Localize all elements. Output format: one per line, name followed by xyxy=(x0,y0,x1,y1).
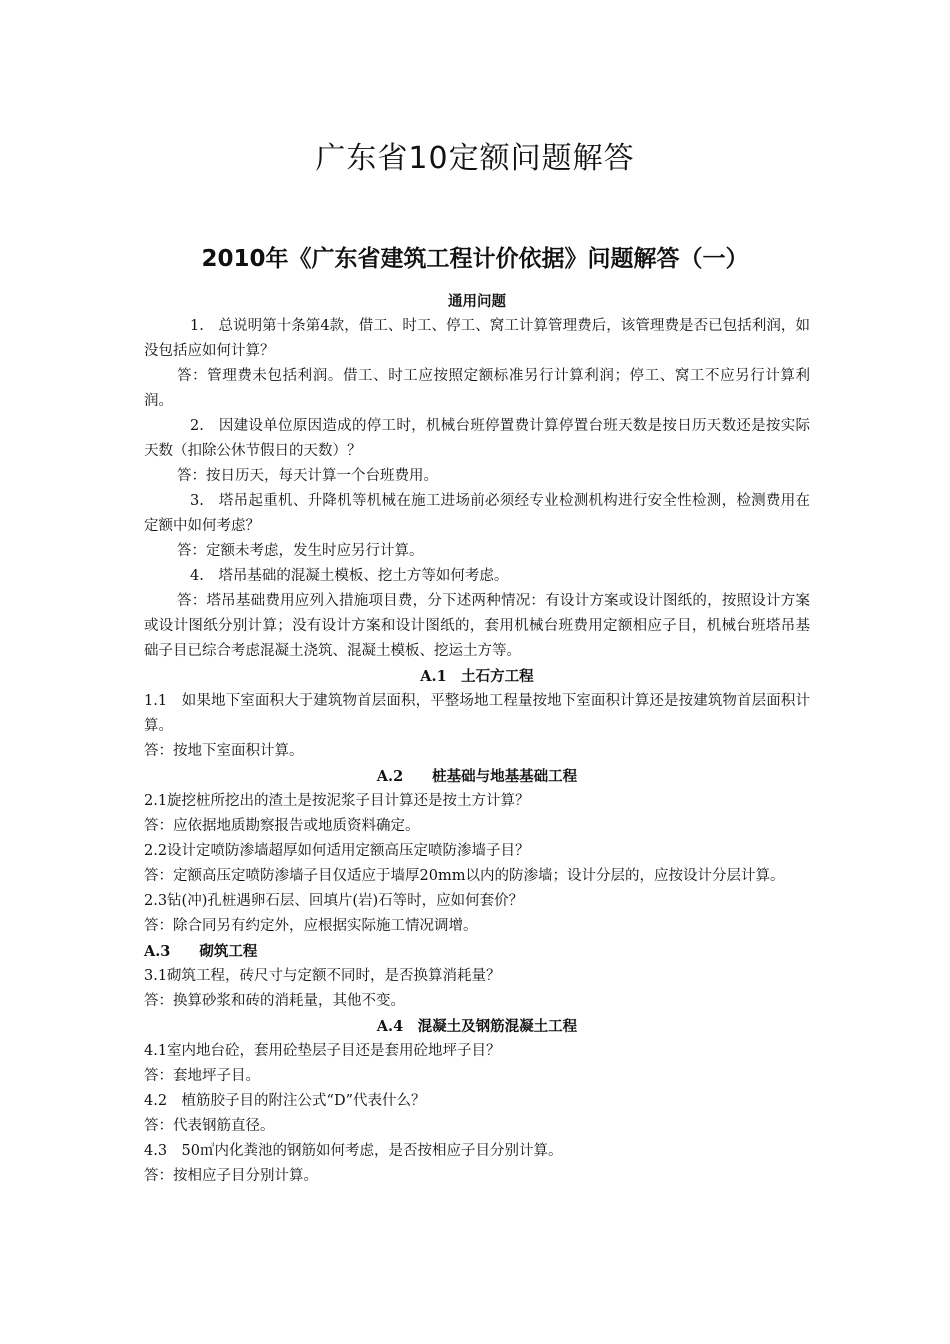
question-a2-3: 2.3钻(冲)孔桩遇卵石层、回填片(岩)石等时，应如何套价？ xyxy=(144,893,524,909)
answer-a4-3: 答：按相应子目分别计算。 xyxy=(144,1168,318,1184)
document-body xyxy=(144,289,810,1189)
answer-a4-1: 答：套地坪子目。 xyxy=(144,1068,260,1084)
answer-general-2: 答：按日历天，每天计算一个台班费用。 xyxy=(177,468,438,484)
section-heading-a2: A.2 桩基础与地基基础工程 xyxy=(376,768,578,785)
answer-general-1: 答：管理费未包括利润。借工、时工应按照定额标准另行计算利润；停工、窝工不应另行计算利润。 xyxy=(144,368,810,409)
question-a4-3: 4.3 50㎥内化粪池的钢筋如何考虑，是否按相应子目分别计算。 xyxy=(144,1143,563,1159)
question-general-2: 2. 因建设单位原因造成的停工时，机械台班停置费计算停置台班天数是按日历天数还是按实际天数（扣除公休节假日的天数）？ xyxy=(144,418,810,459)
section-heading-general: 通用问题 xyxy=(448,293,506,310)
section-heading-a3: A.3 砌筑工程 xyxy=(144,943,258,960)
document-title: 广东省10定额问题解答 xyxy=(315,141,635,176)
section-heading-a4: A.4 混凝土及钢筋混凝土工程 xyxy=(376,1018,578,1035)
answer-a4-2: 答：代表钢筋直径。 xyxy=(144,1118,275,1134)
question-a3-1: 3.1砌筑工程，砖尺寸与定额不同时，是否换算消耗量？ xyxy=(144,968,501,984)
answer-general-4: 答：塔吊基础费用应列入措施项目费，分下述两种情况：有设计方案或设计图纸的，按照设计方案或设计图纸分别计算；没有设计方案和设计图纸的，套用机械台班费用定额相应子目，机械台班塔吊基础子目已综合考虑混凝土浇筑、混凝土模板、挖运土方等。 xyxy=(144,593,810,659)
section-heading-a1: A.1 土石方工程 xyxy=(420,668,534,685)
document-subtitle: 2010年《广东省建筑工程计价依据》问题解答（一） xyxy=(201,246,749,272)
question-a1-1: 1.1 如果地下室面积大于建筑物首层面积，平整场地工程量按地下室面积计算还是按建筑物首层面积计算。 xyxy=(144,693,810,734)
question-a2-1: 2.1旋挖桩所挖出的渣土是按泥浆子目计算还是按土方计算？ xyxy=(144,793,530,809)
answer-general-3: 答：定额未考虑，发生时应另行计算。 xyxy=(177,543,424,559)
question-general-3: 3. 塔吊起重机、升降机等机械在施工进场前必须经专业检测机构进行安全性检测，检测费用在定额中如何考虑？ xyxy=(144,493,810,534)
answer-a2-2: 答：定额高压定喷防渗墙子目仅适应于墙厚20mm以内的防渗墙；设计分层的，应按设计分层计算。 xyxy=(144,868,785,884)
answer-a3-1: 答：换算砂浆和砖的消耗量，其他不变。 xyxy=(144,993,405,1009)
question-general-1: 1. 总说明第十条第4款，借工、时工、停工、窝工计算管理费后，该管理费是否已包括利润，如没包括应如何计算？ xyxy=(144,318,810,359)
answer-a1-1: 答：按地下室面积计算。 xyxy=(144,743,304,759)
question-a2-2: 2.2设计定喷防渗墙超厚如何适用定额高压定喷防渗墙子目？ xyxy=(144,843,530,859)
question-a4-1: 4.1室内地台砼，套用砼垫层子目还是套用砼地坪子目？ xyxy=(144,1043,501,1059)
question-a4-2: 4.2 植筋胶子目的附注公式“D”代表什么？ xyxy=(144,1093,426,1109)
question-general-4: 4. 塔吊基础的混凝土模板、挖土方等如何考虑。 xyxy=(190,568,509,584)
answer-a2-3: 答：除合同另有约定外，应根据实际施工情况调增。 xyxy=(144,918,478,934)
answer-a2-1: 答：应依据地质勘察报告或地质资料确定。 xyxy=(144,818,420,834)
